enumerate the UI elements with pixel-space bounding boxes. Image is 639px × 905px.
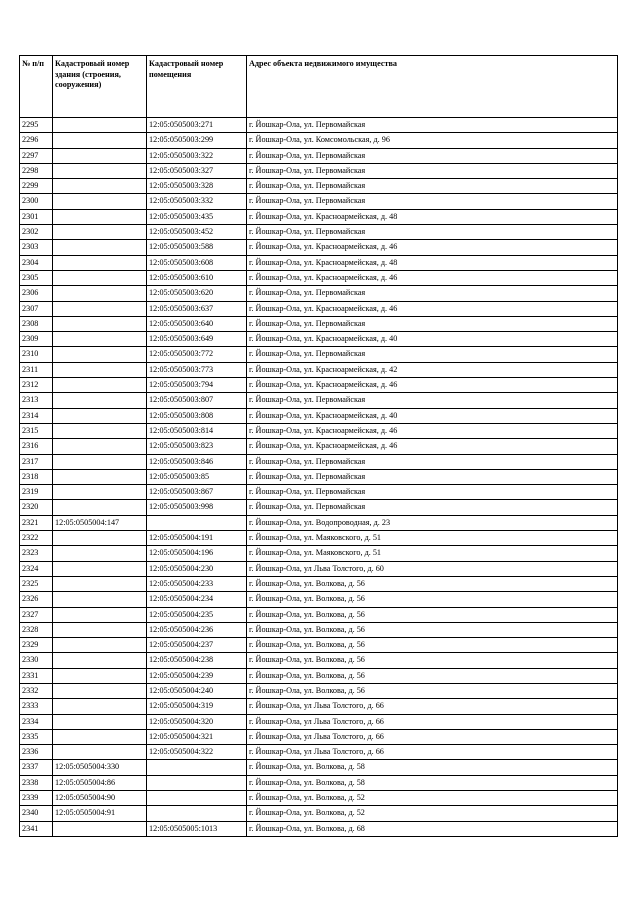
cell-premises-cadastral: 12:05:0505003:271: [147, 118, 247, 133]
cell-number: 2317: [20, 454, 53, 469]
cell-number: 2308: [20, 316, 53, 331]
cell-address: г. Йошкар-Ола, ул. Волкова, д. 58: [247, 775, 618, 790]
cell-premises-cadastral: 12:05:0505003:452: [147, 225, 247, 240]
cell-premises-cadastral: 12:05:0505004:238: [147, 653, 247, 668]
cell-address: г. Йошкар-Ола, ул. Маяковского, д. 51: [247, 531, 618, 546]
cell-building-cadastral: [53, 668, 147, 683]
cell-building-cadastral: [53, 255, 147, 270]
cell-address: г. Йошкар-Ола, ул. Маяковского, д. 51: [247, 546, 618, 561]
cell-number: 2318: [20, 469, 53, 484]
cell-number: 2307: [20, 301, 53, 316]
cell-building-cadastral: [53, 332, 147, 347]
cell-address: г. Йошкар-Ола, ул. Красноармейская, д. 46: [247, 270, 618, 285]
cell-building-cadastral: [53, 653, 147, 668]
table-row: [20, 821, 618, 836]
cell-address: г. Йошкар-Ола, ул. Волкова, д. 52: [247, 806, 618, 821]
cell-building-cadastral: [53, 133, 147, 148]
table-row: [20, 194, 618, 209]
cell-address: г. Йошкар-Ола, ул. Волкова, д. 56: [247, 653, 618, 668]
cell-premises-cadastral: 12:05:0505003:608: [147, 255, 247, 270]
cell-number: 2316: [20, 439, 53, 454]
table-row: [20, 592, 618, 607]
table-row: [20, 118, 618, 133]
table-row: [20, 576, 618, 591]
cell-address: г. Йошкар-Ола, ул. Волкова, д. 56: [247, 592, 618, 607]
cell-number: 2314: [20, 408, 53, 423]
cell-premises-cadastral: 12:05:0505003:332: [147, 194, 247, 209]
cell-number: 2299: [20, 179, 53, 194]
cell-building-cadastral: 12:05:0505004:90: [53, 791, 147, 806]
cell-building-cadastral: 12:05:0505004:147: [53, 515, 147, 530]
cell-premises-cadastral: 12:05:0505004:234: [147, 592, 247, 607]
cell-premises-cadastral: 12:05:0505004:196: [147, 546, 247, 561]
cell-building-cadastral: [53, 209, 147, 224]
cell-premises-cadastral: 12:05:0505003:322: [147, 148, 247, 163]
cell-address: г. Йошкар-Ола, ул. Волкова, д. 56: [247, 576, 618, 591]
cell-building-cadastral: [53, 408, 147, 423]
cell-address: г. Йошкар-Ола, ул Льва Толстого, д. 66: [247, 699, 618, 714]
cell-address: г. Йошкар-Ола, ул. Первомайская: [247, 163, 618, 178]
table-row: [20, 148, 618, 163]
table-row: [20, 408, 618, 423]
cell-number: 2295: [20, 118, 53, 133]
table-row: [20, 378, 618, 393]
cell-number: 2302: [20, 225, 53, 240]
cell-number: 2306: [20, 286, 53, 301]
cell-number: 2339: [20, 791, 53, 806]
cell-address: г. Йошкар-Ола, ул. Первомайская: [247, 179, 618, 194]
cell-address: г. Йошкар-Ола, ул. Красноармейская, д. 40: [247, 332, 618, 347]
table-row: [20, 225, 618, 240]
table-row: [20, 714, 618, 729]
cell-address: г. Йошкар-Ола, ул. Волкова, д. 56: [247, 607, 618, 622]
cell-address: г. Йошкар-Ола, ул. Первомайская: [247, 118, 618, 133]
cell-building-cadastral: [53, 454, 147, 469]
table-row: [20, 454, 618, 469]
table-row: [20, 133, 618, 148]
table-row: [20, 607, 618, 622]
cell-address: г. Йошкар-Ола, ул. Волкова, д. 68: [247, 821, 618, 836]
table-row: [20, 439, 618, 454]
cell-number: 2336: [20, 745, 53, 760]
table-row: [20, 500, 618, 515]
cell-address: г. Йошкар-Ола, ул. Красноармейская, д. 48: [247, 209, 618, 224]
cell-number: 2309: [20, 332, 53, 347]
cell-number: 2330: [20, 653, 53, 668]
cell-number: 2328: [20, 622, 53, 637]
table-row: [20, 775, 618, 790]
cell-number: 2300: [20, 194, 53, 209]
cell-building-cadastral: [53, 546, 147, 561]
cell-address: г. Йошкар-Ола, ул. Красноармейская, д. 46: [247, 301, 618, 316]
table-row: [20, 393, 618, 408]
cell-premises-cadastral: [147, 806, 247, 821]
cell-address: г. Йошкар-Ола, ул. Первомайская: [247, 500, 618, 515]
cell-premises-cadastral: 12:05:0505004:239: [147, 668, 247, 683]
cell-building-cadastral: [53, 683, 147, 698]
cell-building-cadastral: [53, 270, 147, 285]
cell-address: г. Йошкар-Ола, ул. Красноармейская, д. 46: [247, 439, 618, 454]
cell-premises-cadastral: 12:05:0505004:321: [147, 729, 247, 744]
table-header-row: [20, 56, 618, 118]
cell-number: 2297: [20, 148, 53, 163]
table-row: [20, 668, 618, 683]
cell-address: г. Йошкар-Ола, ул. Первомайская: [247, 194, 618, 209]
cell-premises-cadastral: 12:05:0505003:610: [147, 270, 247, 285]
header-address: Адрес объекта недвижимого имущества: [247, 56, 618, 118]
cell-address: г. Йошкар-Ола, ул Льва Толстого, д. 60: [247, 561, 618, 576]
table-row: [20, 683, 618, 698]
cell-address: г. Йошкар-Ола, ул Льва Толстого, д. 66: [247, 714, 618, 729]
cell-building-cadastral: [53, 301, 147, 316]
cell-address: г. Йошкар-Ола, ул. Первомайская: [247, 347, 618, 362]
cell-address: г. Йошкар-Ола, ул. Волкова, д. 56: [247, 683, 618, 698]
cell-address: г. Йошкар-Ола, ул. Красноармейская, д. 48: [247, 255, 618, 270]
cell-premises-cadastral: 12:05:0505003:328: [147, 179, 247, 194]
cell-number: 2331: [20, 668, 53, 683]
table-body: [20, 118, 618, 837]
cell-premises-cadastral: [147, 775, 247, 790]
cell-premises-cadastral: 12:05:0505003:794: [147, 378, 247, 393]
table-row: [20, 485, 618, 500]
cell-address: г. Йошкар-Ола, ул. Первомайская: [247, 316, 618, 331]
cell-building-cadastral: [53, 469, 147, 484]
cell-building-cadastral: [53, 729, 147, 744]
cell-address: г. Йошкар-Ола, ул. Красноармейская, д. 46: [247, 240, 618, 255]
cell-number: 2315: [20, 423, 53, 438]
table-row: [20, 469, 618, 484]
cell-number: 2301: [20, 209, 53, 224]
cell-number: 2304: [20, 255, 53, 270]
cell-number: 2303: [20, 240, 53, 255]
table-row: [20, 531, 618, 546]
cell-number: 2341: [20, 821, 53, 836]
cell-number: 2324: [20, 561, 53, 576]
cell-premises-cadastral: 12:05:0505003:823: [147, 439, 247, 454]
cell-building-cadastral: [53, 561, 147, 576]
cell-building-cadastral: [53, 225, 147, 240]
cell-premises-cadastral: 12:05:0505003:998: [147, 500, 247, 515]
cell-premises-cadastral: 12:05:0505004:240: [147, 683, 247, 698]
cell-building-cadastral: [53, 194, 147, 209]
cell-number: 2334: [20, 714, 53, 729]
table-row: [20, 286, 618, 301]
cell-premises-cadastral: [147, 760, 247, 775]
cell-number: 2313: [20, 393, 53, 408]
cell-number: 2338: [20, 775, 53, 790]
cell-building-cadastral: [53, 745, 147, 760]
cell-address: г. Йошкар-Ола, ул. Первомайская: [247, 469, 618, 484]
table-row: [20, 301, 618, 316]
cell-building-cadastral: [53, 240, 147, 255]
cell-address: г. Йошкар-Ола, ул. Первомайская: [247, 485, 618, 500]
cell-premises-cadastral: 12:05:0505003:773: [147, 362, 247, 377]
cell-premises-cadastral: 12:05:0505003:435: [147, 209, 247, 224]
cell-premises-cadastral: 12:05:0505003:807: [147, 393, 247, 408]
header-premises-cadastral: Кадастровый номер помещения: [147, 56, 247, 118]
cell-building-cadastral: [53, 179, 147, 194]
cell-number: 2326: [20, 592, 53, 607]
table-row: [20, 179, 618, 194]
table-row: [20, 729, 618, 744]
cell-address: г. Йошкар-Ола, ул. Водопроводная, д. 23: [247, 515, 618, 530]
cell-premises-cadastral: 12:05:0505003:637: [147, 301, 247, 316]
table-row: [20, 347, 618, 362]
cell-premises-cadastral: 12:05:0505003:588: [147, 240, 247, 255]
cell-number: 2296: [20, 133, 53, 148]
cell-address: г. Йошкар-Ола, ул. Первомайская: [247, 225, 618, 240]
cell-address: г. Йошкар-Ола, ул. Волкова, д. 52: [247, 791, 618, 806]
cell-building-cadastral: [53, 393, 147, 408]
table-row: [20, 546, 618, 561]
cell-premises-cadastral: [147, 791, 247, 806]
cell-building-cadastral: [53, 531, 147, 546]
cell-building-cadastral: [53, 362, 147, 377]
table-row: [20, 745, 618, 760]
cell-premises-cadastral: 12:05:0505004:322: [147, 745, 247, 760]
cell-building-cadastral: [53, 714, 147, 729]
table-row: [20, 240, 618, 255]
cell-address: г. Йошкар-Ола, ул Льва Толстого, д. 66: [247, 745, 618, 760]
cell-premises-cadastral: 12:05:0505004:319: [147, 699, 247, 714]
table-row: [20, 423, 618, 438]
cell-building-cadastral: 12:05:0505004:91: [53, 806, 147, 821]
cell-address: г. Йошкар-Ола, ул. Комсомольская, д. 96: [247, 133, 618, 148]
cell-premises-cadastral: 12:05:0505004:235: [147, 607, 247, 622]
cell-number: 2305: [20, 270, 53, 285]
cell-premises-cadastral: 12:05:0505004:237: [147, 638, 247, 653]
header-building-cadastral: Кадастровый номер здания (строения, сооружения): [53, 56, 147, 118]
cell-number: 2323: [20, 546, 53, 561]
cell-number: 2311: [20, 362, 53, 377]
cell-address: г. Йошкар-Ола, ул. Красноармейская, д. 46: [247, 423, 618, 438]
table-row: [20, 791, 618, 806]
cell-premises-cadastral: 12:05:0505003:640: [147, 316, 247, 331]
cell-number: 2325: [20, 576, 53, 591]
table-row: [20, 515, 618, 530]
cell-address: г. Йошкар-Ола, ул. Волкова, д. 56: [247, 668, 618, 683]
cell-premises-cadastral: 12:05:0505003:299: [147, 133, 247, 148]
cell-number: 2327: [20, 607, 53, 622]
cell-premises-cadastral: 12:05:0505003:808: [147, 408, 247, 423]
cell-premises-cadastral: 12:05:0505003:846: [147, 454, 247, 469]
cell-premises-cadastral: 12:05:0505003:814: [147, 423, 247, 438]
cell-premises-cadastral: 12:05:0505005:1013: [147, 821, 247, 836]
cell-premises-cadastral: 12:05:0505003:327: [147, 163, 247, 178]
cell-building-cadastral: [53, 316, 147, 331]
cell-building-cadastral: [53, 118, 147, 133]
table-row: [20, 760, 618, 775]
cell-building-cadastral: [53, 423, 147, 438]
cell-number: 2332: [20, 683, 53, 698]
cell-address: г. Йошкар-Ола, ул. Первомайская: [247, 148, 618, 163]
cell-building-cadastral: 12:05:0505004:330: [53, 760, 147, 775]
cell-premises-cadastral: 12:05:0505004:236: [147, 622, 247, 637]
cell-number: 2322: [20, 531, 53, 546]
table-row: [20, 806, 618, 821]
table-row: [20, 255, 618, 270]
cell-premises-cadastral: [147, 515, 247, 530]
cell-building-cadastral: [53, 148, 147, 163]
cell-number: 2333: [20, 699, 53, 714]
cell-number: 2340: [20, 806, 53, 821]
property-register-table: [19, 55, 618, 837]
cell-number: 2329: [20, 638, 53, 653]
table-row: [20, 638, 618, 653]
cell-premises-cadastral: 12:05:0505003:772: [147, 347, 247, 362]
cell-building-cadastral: [53, 592, 147, 607]
cell-number: 2310: [20, 347, 53, 362]
table-row: [20, 332, 618, 347]
table-row: [20, 699, 618, 714]
cell-number: 2335: [20, 729, 53, 744]
cell-building-cadastral: [53, 286, 147, 301]
cell-address: г. Йошкар-Ола, ул. Волкова, д. 58: [247, 760, 618, 775]
cell-building-cadastral: [53, 347, 147, 362]
table-row: [20, 362, 618, 377]
cell-address: г. Йошкар-Ола, ул. Красноармейская, д. 46: [247, 378, 618, 393]
cell-building-cadastral: [53, 699, 147, 714]
cell-building-cadastral: [53, 622, 147, 637]
cell-premises-cadastral: 12:05:0505004:191: [147, 531, 247, 546]
table-row: [20, 622, 618, 637]
cell-number: 2321: [20, 515, 53, 530]
header-number: № п/п: [20, 56, 53, 118]
cell-premises-cadastral: 12:05:0505004:320: [147, 714, 247, 729]
cell-premises-cadastral: 12:05:0505003:867: [147, 485, 247, 500]
cell-building-cadastral: [53, 163, 147, 178]
table-row: [20, 209, 618, 224]
table-row: [20, 653, 618, 668]
cell-building-cadastral: [53, 821, 147, 836]
cell-address: г. Йошкар-Ола, ул. Красноармейская, д. 40: [247, 408, 618, 423]
cell-address: г. Йошкар-Ола, ул. Волкова, д. 56: [247, 638, 618, 653]
cell-building-cadastral: 12:05:0505004:86: [53, 775, 147, 790]
cell-address: г. Йошкар-Ола, ул. Первомайская: [247, 393, 618, 408]
cell-premises-cadastral: 12:05:0505003:85: [147, 469, 247, 484]
cell-address: г. Йошкар-Ола, ул. Первомайская: [247, 286, 618, 301]
cell-address: г. Йошкар-Ола, ул. Красноармейская, д. 42: [247, 362, 618, 377]
cell-building-cadastral: [53, 576, 147, 591]
cell-address: г. Йошкар-Ола, ул. Волкова, д. 56: [247, 622, 618, 637]
cell-building-cadastral: [53, 485, 147, 500]
cell-address: г. Йошкар-Ола, ул Льва Толстого, д. 66: [247, 729, 618, 744]
cell-premises-cadastral: 12:05:0505003:649: [147, 332, 247, 347]
cell-premises-cadastral: 12:05:0505004:230: [147, 561, 247, 576]
cell-building-cadastral: [53, 500, 147, 515]
cell-building-cadastral: [53, 378, 147, 393]
cell-building-cadastral: [53, 607, 147, 622]
table-row: [20, 270, 618, 285]
cell-premises-cadastral: 12:05:0505003:620: [147, 286, 247, 301]
cell-premises-cadastral: 12:05:0505004:233: [147, 576, 247, 591]
cell-address: г. Йошкар-Ола, ул. Первомайская: [247, 454, 618, 469]
cell-number: 2312: [20, 378, 53, 393]
cell-number: 2319: [20, 485, 53, 500]
cell-number: 2298: [20, 163, 53, 178]
cell-number: 2337: [20, 760, 53, 775]
cell-number: 2320: [20, 500, 53, 515]
cell-building-cadastral: [53, 638, 147, 653]
table-row: [20, 316, 618, 331]
table-row: [20, 561, 618, 576]
cell-building-cadastral: [53, 439, 147, 454]
table-row: [20, 163, 618, 178]
